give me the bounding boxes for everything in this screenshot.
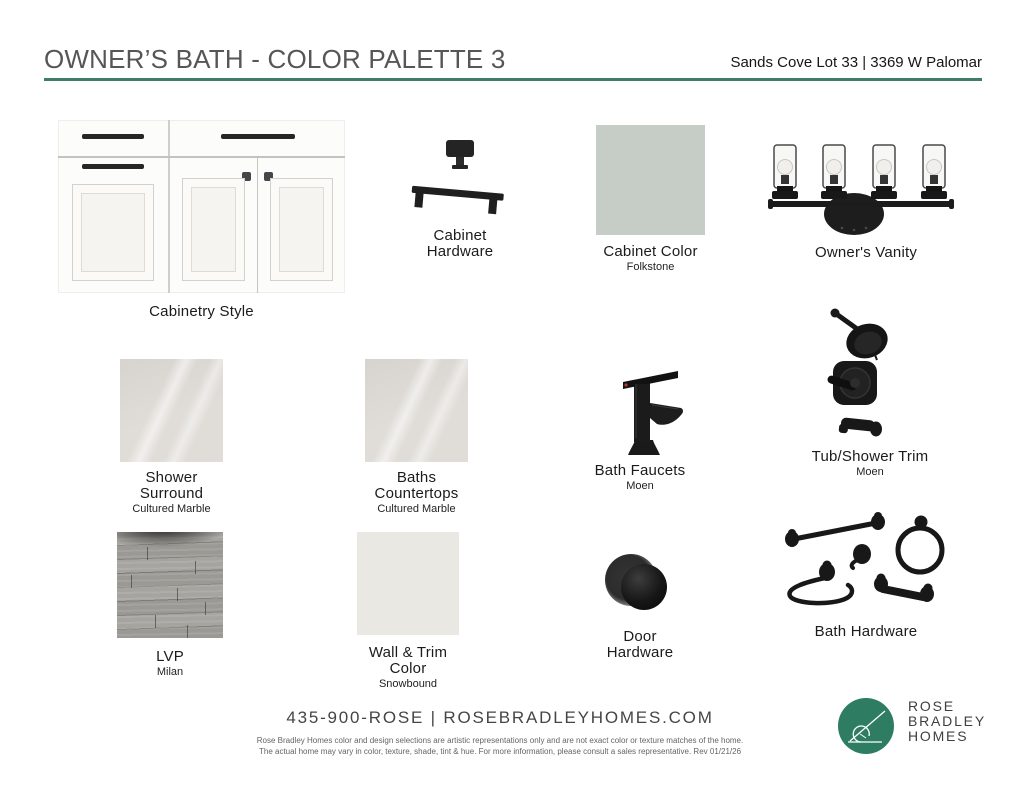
item-owners-vanity xyxy=(768,140,964,261)
glass-shade-icon xyxy=(772,145,798,199)
item-cabinetry-style xyxy=(58,120,345,320)
glass-shade-icon xyxy=(871,145,897,199)
item-label: Bath Faucets xyxy=(594,462,686,479)
cabinet-door-row xyxy=(58,158,345,293)
item-lvp-flooring xyxy=(117,532,223,679)
glass-shade-icon xyxy=(921,145,947,199)
bar-pull-icon xyxy=(82,164,144,169)
project-subtitle: Sands Cove Lot 33 | 3369 W Palomar xyxy=(730,54,982,71)
item-bath-faucets xyxy=(590,358,690,493)
item-sublabel: Moen xyxy=(626,480,654,492)
paint-swatch xyxy=(357,532,459,635)
item-sublabel: Cultured Marble xyxy=(377,503,456,515)
lvp-photo xyxy=(117,532,223,638)
knob-ball-icon xyxy=(621,564,667,610)
item-wall-trim-color xyxy=(357,532,459,691)
logo-line-1: ROSE xyxy=(908,698,955,714)
hand-towel-hook-icon xyxy=(789,561,852,604)
item-label: Door Hardware xyxy=(606,628,674,661)
item-label: Cabinet Color xyxy=(603,243,698,260)
vanity-light-image xyxy=(768,140,964,240)
faucet-image xyxy=(590,358,690,458)
square-knob-icon xyxy=(446,140,474,169)
disclaimer-line-1: Rose Bradley Homes color and design selections are artistic representations only and are not exact color or texture matches of the home. xyxy=(256,736,744,745)
bath-hardware-image xyxy=(780,508,952,610)
towel-bar-icon xyxy=(785,512,885,547)
shaker-panel xyxy=(72,184,154,281)
item-label: Shower Surround xyxy=(139,469,204,502)
item-label: Owner's Vanity xyxy=(814,244,918,261)
valve-trim-icon xyxy=(826,361,877,405)
item-cabinet-hardware xyxy=(405,132,515,260)
header-divider xyxy=(44,78,982,81)
item-label: Cabinetry Style xyxy=(149,303,254,320)
contact-line: 435-900-ROSE | ROSEBRADLEYHOMES.COM xyxy=(286,708,714,727)
item-label: LVP xyxy=(156,648,184,665)
paint-swatch xyxy=(596,125,705,235)
tub-spout-icon xyxy=(838,417,882,436)
logo-line-3: HOMES xyxy=(908,728,969,744)
door-knob-image xyxy=(595,552,685,622)
item-baths-countertops xyxy=(365,359,468,516)
glass-shade-icon xyxy=(821,145,847,199)
brand-logo xyxy=(838,697,988,761)
logo-wordmark xyxy=(908,699,986,744)
robe-hook-icon xyxy=(852,544,871,568)
disclaimer-line-2: The actual home may vary in color, texture, shade, tint & hue. For more information, please consult a sales representative. Rev 01/21/26 xyxy=(258,747,742,756)
item-label: Baths Countertops xyxy=(374,469,459,502)
bar-pull-icon xyxy=(410,186,503,215)
item-label: Wall & Trim Color xyxy=(368,644,448,677)
toilet-paper-holder-icon xyxy=(874,574,934,603)
item-bath-hardware xyxy=(780,508,952,640)
item-label: Tub/Shower Trim xyxy=(811,448,929,465)
cabinet-hardware-image xyxy=(405,132,515,224)
page-title: OWNER’S BATH - COLOR PALETTE 3 xyxy=(44,44,506,74)
logo-mark-icon xyxy=(838,698,894,754)
marble-swatch xyxy=(365,359,468,462)
item-sublabel: Cultured Marble xyxy=(132,503,211,515)
cabinetry-photo xyxy=(58,120,345,293)
item-shower-surround xyxy=(120,359,223,516)
showerhead-icon xyxy=(831,309,893,364)
item-door-hardware xyxy=(595,552,685,661)
logo-line-2: BRADLEY xyxy=(908,713,986,729)
shaker-panel xyxy=(182,178,245,281)
item-tub-shower-trim xyxy=(805,303,935,479)
shaker-panel xyxy=(270,178,333,281)
marble-swatch xyxy=(120,359,223,462)
item-sublabel: Snowbound xyxy=(378,678,438,690)
tub-shower-trim-image xyxy=(805,303,935,445)
item-cabinet-color xyxy=(596,125,705,274)
item-sublabel: Moen xyxy=(856,466,884,478)
bar-pull-icon xyxy=(221,134,295,139)
item-sublabel: Milan xyxy=(156,666,184,678)
cabinet-drawer-row xyxy=(58,120,345,158)
item-sublabel: Folkstone xyxy=(626,261,675,273)
item-label: Cabinet Hardware xyxy=(426,227,494,260)
item-label: Bath Hardware xyxy=(814,623,918,640)
towel-ring-icon xyxy=(898,516,942,573)
bar-pull-icon xyxy=(82,134,144,139)
